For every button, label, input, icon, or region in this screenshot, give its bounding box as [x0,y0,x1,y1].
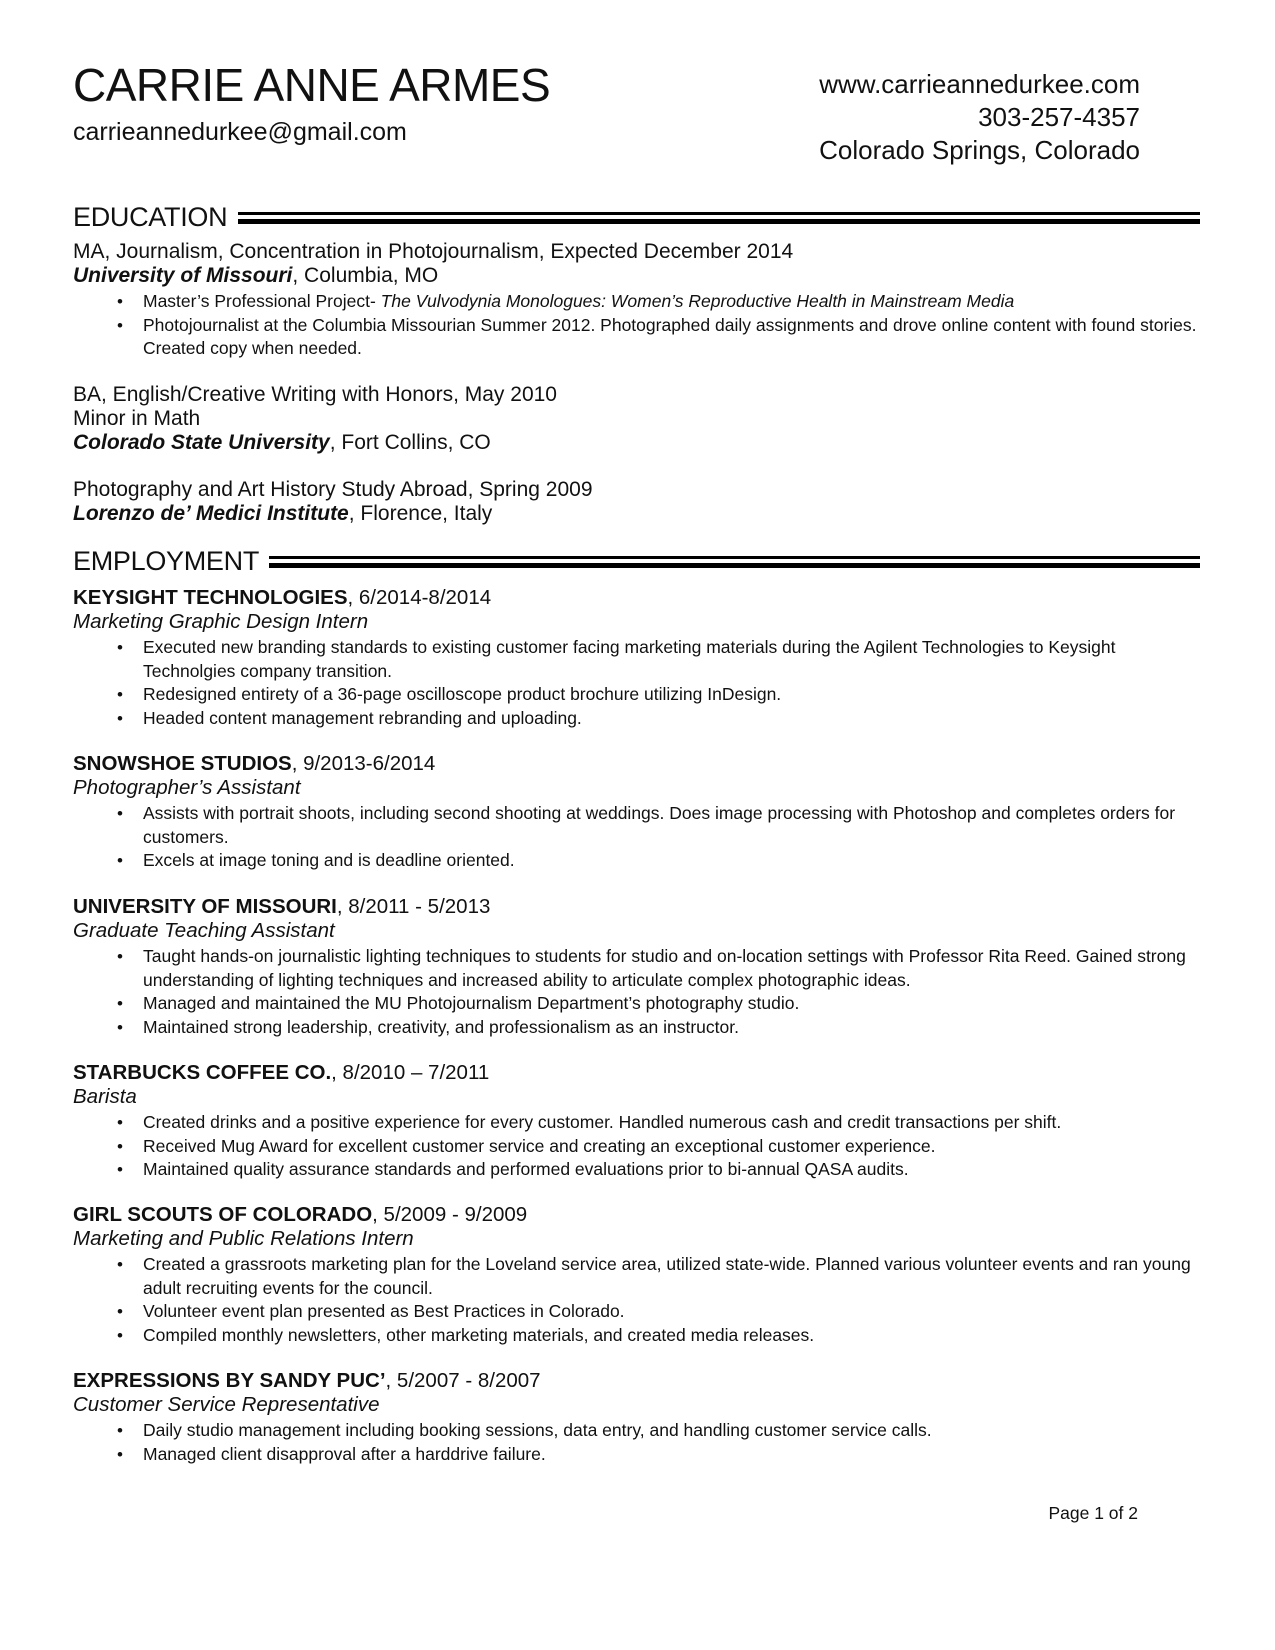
phone-number: 303-257-4357 [978,102,1140,132]
education-entry [73,478,1203,526]
bullet-list [73,945,1203,1039]
institution-location: , Columbia, MO [292,264,439,287]
email-address: carrieannedurkee@gmail.com [73,118,407,146]
job-dates: , 9/2013-6/2014 [291,752,436,775]
job-entry [73,1369,1203,1466]
list-item: • Maintained strong leadership, creativity, and professionalism as an instructor. [73,1016,1203,1040]
job-dates: , 8/2010 – 7/2011 [331,1061,490,1084]
job-dates: , 8/2011 - 5/2013 [336,895,491,918]
education-section-header [73,199,1200,231]
bullet-list [73,1419,1203,1466]
website: www.carrieannedurkee.com [819,69,1140,99]
company-name: STARBUCKS COFFEE CO. [73,1061,332,1084]
list-item: • Headed content management rebranding and uploading. [73,707,1203,731]
section-rule-thick [253,563,1200,568]
list-item: • Photojournalist at the Columbia Missourian Summer 2012. Photographed daily assignments and drove online content with found stories. Created copy when needed. [73,314,1203,361]
job-title: Graduate Teaching Assistant [73,919,335,942]
list-item: • Daily studio management including booking sessions, data entry, and handling customer service calls. [73,1419,1203,1443]
institution-location: , Fort Collins, CO [329,431,491,454]
section-rule-thick [238,219,1200,224]
section-title-employment: EMPLOYMENT [73,548,269,575]
degree: BA, English/Creative Writing with Honors, May 2010 [73,383,557,406]
bullet-list [73,802,1203,873]
list-item: • Managed client disapproval after a harddrive failure. [73,1443,1203,1467]
list-item: • Excels at image toning and is deadline oriented. [73,849,1203,873]
job-entry [73,586,1203,730]
minor: Minor in Math [73,407,201,430]
list-item: • Managed and maintained the MU Photojournalism Department’s photography studio. [73,992,1203,1016]
degree: Photography and Art History Study Abroad, Spring 2009 [73,478,593,501]
bullet-list [73,1111,1203,1182]
job-title: Marketing Graphic Design Intern [73,610,369,633]
list-item: • Created a grassroots marketing plan for the Loveland service area, utilized state-wide. Planned various volunteer events and ran young adult recruiting events for the council. [73,1253,1203,1300]
section-title-education: EDUCATION [73,204,237,231]
education-entry [73,240,1203,361]
project-title: The Vulvodynia Monologues: Women’s Reproductive Health in Mainstream Media [380,291,1015,311]
list-item: • Taught hands-on journalistic lighting techniques to students for studio and on-location settings with Professor Rita Reed. Gained strong understanding of lighting techniques and increased ability to articulate complex photographic ideas. [73,945,1203,992]
job-dates: , 5/2007 - 8/2007 [385,1369,541,1392]
location: Colorado Springs, Colorado [819,135,1140,165]
job-dates: , 5/2009 - 9/2009 [372,1203,528,1226]
page-number: Page 1 of 2 [1048,1503,1138,1523]
list-item: • Created drinks and a positive experience for every customer. Handled numerous cash and credit transactions per shift. [73,1111,1203,1135]
list-item: • Master’s Professional Project- The Vulvodynia Monologues: Women’s Reproductive Health in Mainstream Media [73,290,1203,314]
job-title: Marketing and Public Relations Intern [73,1227,414,1250]
job-title: Photographer’s Assistant [73,776,301,799]
bullet-list [73,290,1203,361]
job-entry [73,752,1203,873]
bullet-list [73,1253,1203,1347]
degree: MA, Journalism, Concentration in Photojournalism, Expected December 2014 [73,240,794,263]
section-rule-thin [253,556,1200,559]
institution: University of Missouri [73,264,293,287]
job-entry [73,1061,1203,1182]
list-item: • Executed new branding standards to existing customer facing marketing materials during the Agilent Technologies to Keysight Technolgies company transition. [73,636,1203,683]
list-item: • Redesigned entirety of a 36-page oscilloscope product brochure utilizing InDesign. [73,683,1203,707]
company-name: SNOWSHOE STUDIOS [73,752,292,775]
company-name: KEYSIGHT TECHNOLOGIES [73,586,348,609]
institution: Lorenzo de’ Medici Institute [73,502,349,525]
company-name: EXPRESSIONS BY SANDY PUC’ [73,1369,386,1392]
list-item: • Assists with portrait shoots, including second shooting at weddings. Does image processing with Photoshop and completes orders for customers. [73,802,1203,849]
job-entry [73,895,1203,1039]
job-dates: , 6/2014-8/2014 [347,586,492,609]
resume-name: CARRIE ANNE ARMES [73,59,551,111]
institution: Colorado State University [73,431,330,454]
institution-location: , Florence, Italy [348,502,493,525]
company-name: GIRL SCOUTS OF COLORADO [73,1203,373,1226]
employment-section-header [73,543,1200,575]
section-rule-thin [238,212,1200,215]
job-title: Barista [73,1085,137,1108]
job-title: Customer Service Representative [73,1393,380,1416]
list-item: • Volunteer event plan presented as Best Practices in Colorado. [73,1300,1203,1324]
contact-info [819,68,1140,167]
list-item: • Received Mug Award for excellent customer service and creating an exceptional customer experience. [73,1135,1203,1159]
list-item: • Compiled monthly newsletters, other marketing materials, and created media releases. [73,1324,1203,1348]
education-entry [73,383,1203,455]
company-name: UNIVERSITY OF MISSOURI [73,895,337,918]
job-entry [73,1203,1203,1347]
bullet-list [73,636,1203,730]
list-item: • Maintained quality assurance standards and performed evaluations prior to bi-annual QASA audits. [73,1158,1203,1182]
